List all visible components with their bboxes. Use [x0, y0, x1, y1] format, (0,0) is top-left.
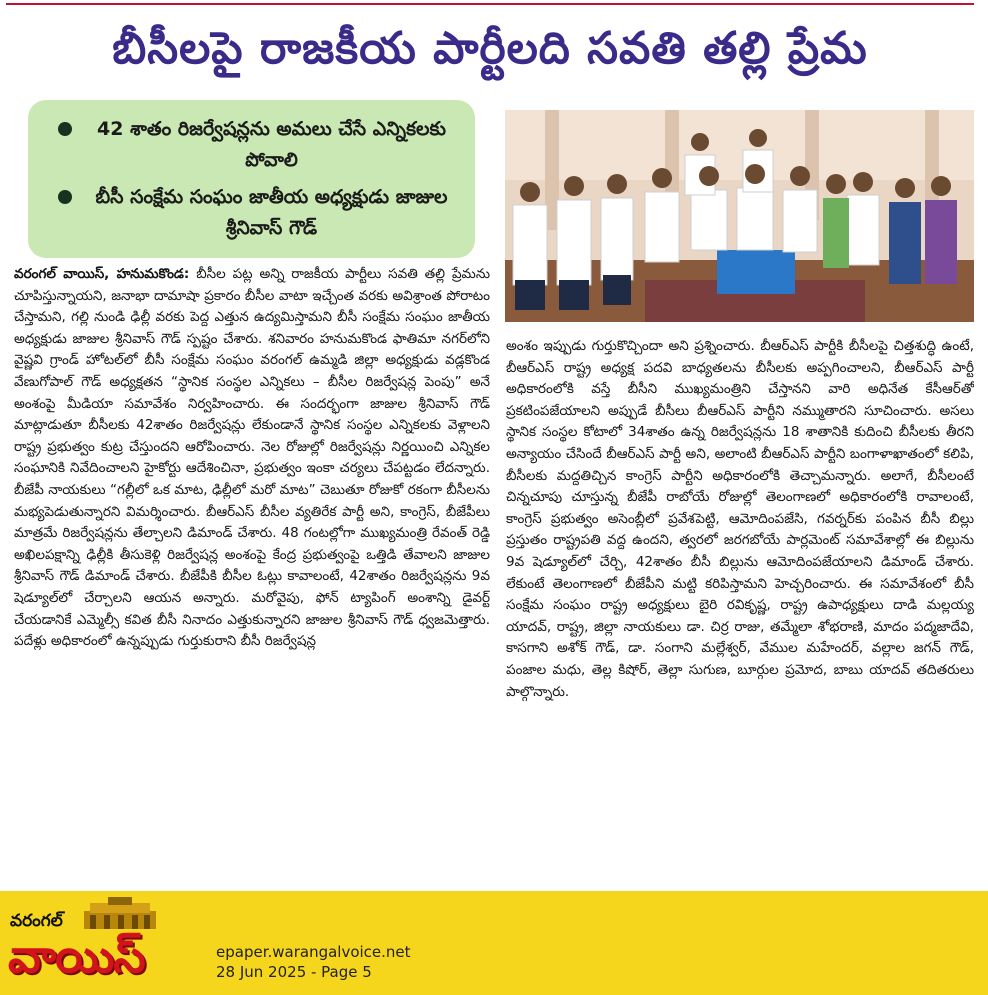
logo-big-text: వాయిస్ [8, 929, 145, 983]
press-meet-photo [505, 110, 974, 322]
article-column-left [14, 264, 490, 880]
brand-logo[interactable] [8, 897, 204, 989]
article-column-right [506, 336, 974, 868]
news-photo [505, 110, 974, 322]
highlight-item [58, 182, 459, 244]
highlight-text: బీసీ సంక్షేమ సంఘం జాతీయ అధ్యక్షుడు జాజుల శ్రీనివాస్ గౌడ్ [95, 186, 448, 239]
highlight-item [58, 114, 459, 176]
logo-small-text: వరంగల్ [10, 911, 63, 931]
article-body-right: అంశం ఇప్పుడు గుర్తుకొచ్చిందా అని ప్రశ్నించారు. బీఆర్ఎస్ పార్టీకి బీసీలపై చిత్తశుద్ధి ఉంటే, బీఆర్ఎస్ రాష్ట్ర అధ్యక్ష పదవి బాధ్యతలను బీసీలకు అప్పగించాలని, బీఆర్ఎస్ పార్టీ అధికారంలోకి వస్తే బీసీని ముఖ్యమంత్రిని చేస్తానని వారి అధినేత కేసీఆర్‌తో ప్రకటింపజేయాలని అప్పుడే బీసీలు బీఆర్ఎస్ పార్టీని నమ్ముతారని సూచించారు. అసలు స్థానిక సంస్థల కోటాలో 34శాతం ఉన్న రిజర్వేషన్లను 18 శాతానికి కుదించి బీసీలకు తీరని అన్యాయం చేసిందే బీఆర్ఎస్ పార్టీ అని, అలాంటి బీఆర్ఎస్ పార్టీని బంగాళాఖాతంలో కలిపి, బీసీలకు మద్దతిచ్చిన కాంగ్రెస్ పార్టీని అధికారంలోకి తెచ్చామన్నారు. అలాగే, బీసీలంటే చిన్నచూపు చూస్తున్న బీజేపీ రాబోయే రోజుల్లో తెలంగాణలో అధికారంలోకి రావాలంటే, కాంగ్రెస్ ప్రభుత్వం అసెంబ్లీలో ప్రవేశపెట్టి, ఆమోదింపజేసి, గవర్నర్‌కు పంపిన బీసీ బిల్లు ప్రస్తుతం రాష్ట్రపతి వద్ద ఉందని, త్వరలో జరగబోయే పార్లమెంట్ సమావేశాల్లో ఈ బిల్లును 9వ షెడ్యూల్‌లో చేర్చి, 42శాతం బీసీ బిల్లును ఆమోదింపజేయాలని డిమాండ్ చేశారు. లేకుంటే తెలంగాణలో బీజేపీని మట్టి కరిపిస్తామని హెచ్చరించారు. ఈ సమావేశంలో బీసీ సంక్షేమ సంఘం రాష్ట్ర అధ్యక్షులు బైరి రవికృష్ణ, రాష్ట్ర ఉపాధ్యక్షులు దాడి మల్లయ్య యాదవ్, రాష్ట్ర, జిల్లా నాయకులు డా. చిర్ర రాజు, తమ్మేలా శోభరాణి, మాదం పద్మజాదేవి, కాసగాని అశోక్ గౌడ్, డా. సంగాని మల్లేశ్వర్, వేముల మహేందర్, వల్లాల జగన్ గౌడ్, పంజాల మధు, తెల్ల కిషోర్, తెల్లా సుగుణ, బూర్గుల ప్రమోద, బాబు యాదవ్ తదితరులు పాల్గొన్నారు. [506, 338, 974, 700]
highlight-text: 42 శాతం రిజర్వేషన్లను అమలు చేసే ఎన్నికలకు పోవాలి [97, 118, 446, 171]
epaper-url[interactable]: epaper.warangalvoice.net [216, 943, 411, 961]
top-rule [6, 3, 974, 5]
dateline: వరంగల్ వాయిస్, హనుమకొండ: [14, 266, 190, 282]
date-page: 28 Jun 2025 - Page 5 [216, 963, 372, 981]
headline: బీసీలపై రాజకీయ పార్టీలది సవతి తల్లి ప్రేమ [112, 23, 868, 74]
temple-icon [80, 897, 160, 931]
bullet-icon [58, 122, 72, 136]
bullet-icon [58, 190, 72, 204]
article-body-left: బీసీల పట్ల అన్ని రాజకీయ పార్టీలు సవతి తల్లి ప్రేమను చూపిస్తున్నాయని, జనాభా దామాషా ప్రకారం బీసీల వాటా ఇచ్చేంత వరకు అవిశ్రాంత పోరాటం చేస్తామని, గల్లి నుండి ఢిల్లీ వరకు పెద్ద ఎత్తున ఉద్యమిస్తామని బీసీ సంక్షేమ సంఘం జాతీయ అధ్యక్షుడు జాజుల శ్రీనివాస్ గౌడ్ స్పష్టం చేశారు. శనివారం హనుమకొండ ఫాతిమా నగర్‌లోని వైష్ణవి గ్రాండ్ హోటల్‌లో బీసీ సంక్షేమ సంఘం వరంగల్ ఉమ్మడి జిల్లా అధ్యక్షుడు వడ్లకొండ వేణుగోపాల్ గౌడ్ అధ్యక్షతన “స్థానిక సంస్థల ఎన్నికలు – బీసీల రిజర్వేషన్ల పెంపు” అనే అంశంపై మీడియా సమావేశం నిర్వహించారు. ఈ సందర్భంగా జాజుల శ్రీనివాస్ గౌడ్ మాట్లాడుతూ బీసీలకు 42శాతం రిజర్వేషన్లు లేకుండానే స్థానిక సంస్థల ఎన్నికలకు వెళ్లాలని రాష్ట్ర ప్రభుత్వం కుట్ర చేస్తుందని ఆరోపించారు. నెల రోజుల్లో రిజర్వేషన్లు నిర్ణయించి ఎన్నికల సంఘానికి నివేదించాలని హైకోర్టు ఆదేశించినా, ప్రభుత్వం ఇంకా చర్యలు చేపట్టడం లేదన్నారు. బీజేపీ నాయకులు “గల్లీలో ఒక మాట, ఢిల్లీలో మరో మాట” చెబుతూ రోజుకో రకంగా బీసీలను మభ్యపెడుతున్నారని విమర్శించారు. బీఆర్ఎస్ బీసీల వ్యతిరేక పార్టీ అని, కాంగ్రెస్, బీజేపీలు మాత్రమే రిజర్వేషన్లను తేల్చాలని డిమాండ్ చేశారు. 48 గంటల్లోగా ముఖ్యమంత్రి రేవంత్ రెడ్డి అఖిలపక్షాన్ని ఢిల్లీకి తీసుకెళ్లి రిజర్వేషన్ల అంశంపై కేంద్ర ప్రభుత్వంపై ఒత్తిడి తేవాలని జాజుల శ్రీనివాస్ గౌడ్ డిమాండ్ చేశారు. బీజేపీకి బీసీల ఓట్లు కావాలంటే, 42శాతం రిజర్వేషన్లను 9వ షెడ్యూల్‌లో చేర్చాలని ఆయన అన్నారు. మరోవైపు, ఫోన్ ట్యాపింగ్ అంశాన్ని డైవర్ట్ చేయడానికే ఎమ్మెల్సీ కవిత బీసీ నినాదం ఎత్తుకున్నారని జాజుల శ్రీనివాస్ గౌడ్ ధ్వజమెత్తారు. పదేళ్లు అధికారంలో ఉన్నప్పుడు గుర్తుకురాని బీసీ రిజర్వేషన్ల [14, 266, 490, 650]
footer [0, 891, 988, 995]
highlight-box [28, 100, 475, 258]
